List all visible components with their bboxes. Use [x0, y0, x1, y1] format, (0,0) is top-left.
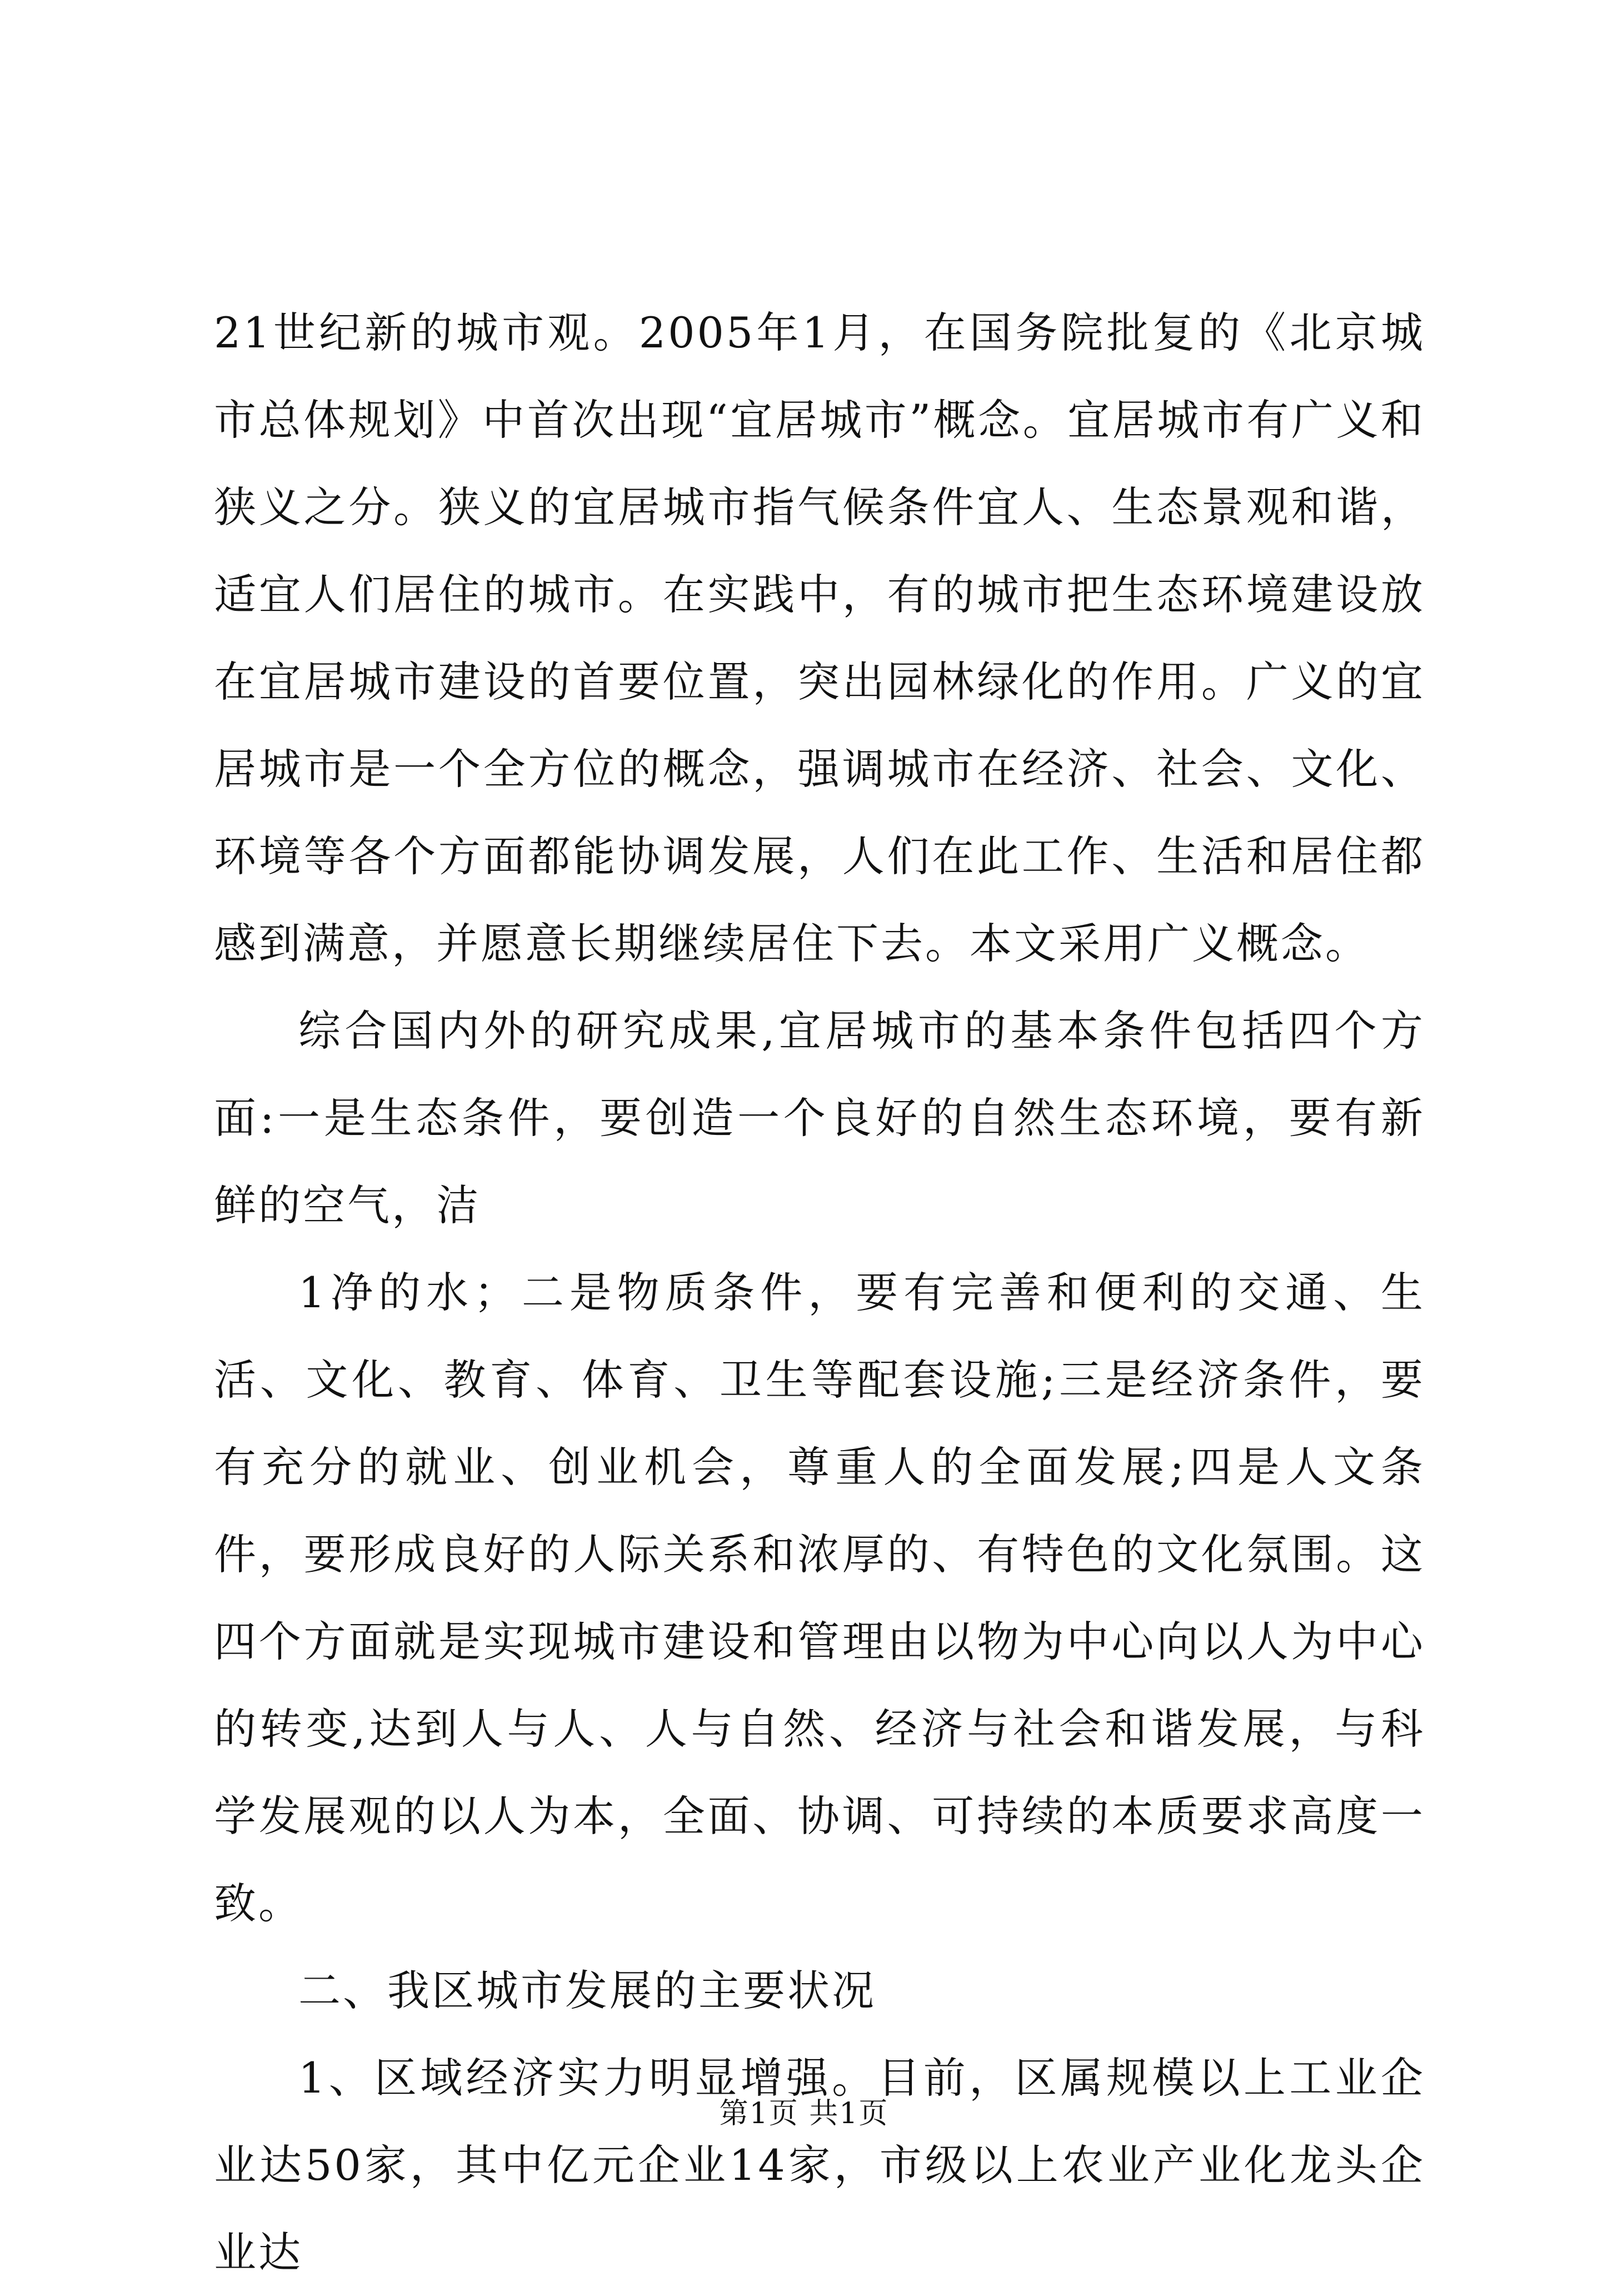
- paragraph-1: 21世纪新的城市观。2005年1月，在国务院批复的《北京城市总体规划》中首次出现“宜居城市”概念。宜居城市有广义和狭义之分。狭义的宜居城市指气候条件宜人、生态景观和谐，适宜人们居住的城市。在实践中，有的城市把生态环境建设放在宜居城市建设的首要位置，突出园林绿化的作用。广义的宜居城市是一个全方位的概念，强调城市在经济、社会、文化、环境等各个方面都能协调发展，人们在此工作、生活和居住都感到满意，并愿意长期继续居住下去。本文采用广义概念。: [214, 308, 1425, 968]
- paragraph-3: 1净的水；二是物质条件，要有完善和便利的交通、生活、文化、教育、体育、卫生等配套设施;三是经济条件，要有充分的就业、创业机会，尊重人的全面发展;四是人文条件，要形成良好的人际关系和浓厚的、有特色的文化氛围。这四个方面就是实现城市建设和管理由以物为中心向以人为中心的转变,达到人与人、人与自然、经济与社会和谐发展，与科学发展观的以人为本，全面、协调、可持续的本质要求高度一致。: [214, 1268, 1425, 1928]
- paragraph-2: 综合国内外的研究成果,宜居城市的基本条件包括四个方面:一是生态条件，要创造一个良好的自然生态环境，要有新鲜的空气，洁: [214, 1006, 1425, 1230]
- paragraph-4: 1、区域经济实力明显增强。目前，区属规模以上工业企业达50家，其中亿元企业14家，市级以上农业产业化龙头企业达: [214, 2053, 1425, 2277]
- document-body: [214, 289, 1425, 2296]
- section-heading: 二、我区城市发展的主要状况: [298, 1966, 876, 2015]
- page-footer: 第1页 共1页: [719, 2097, 889, 2130]
